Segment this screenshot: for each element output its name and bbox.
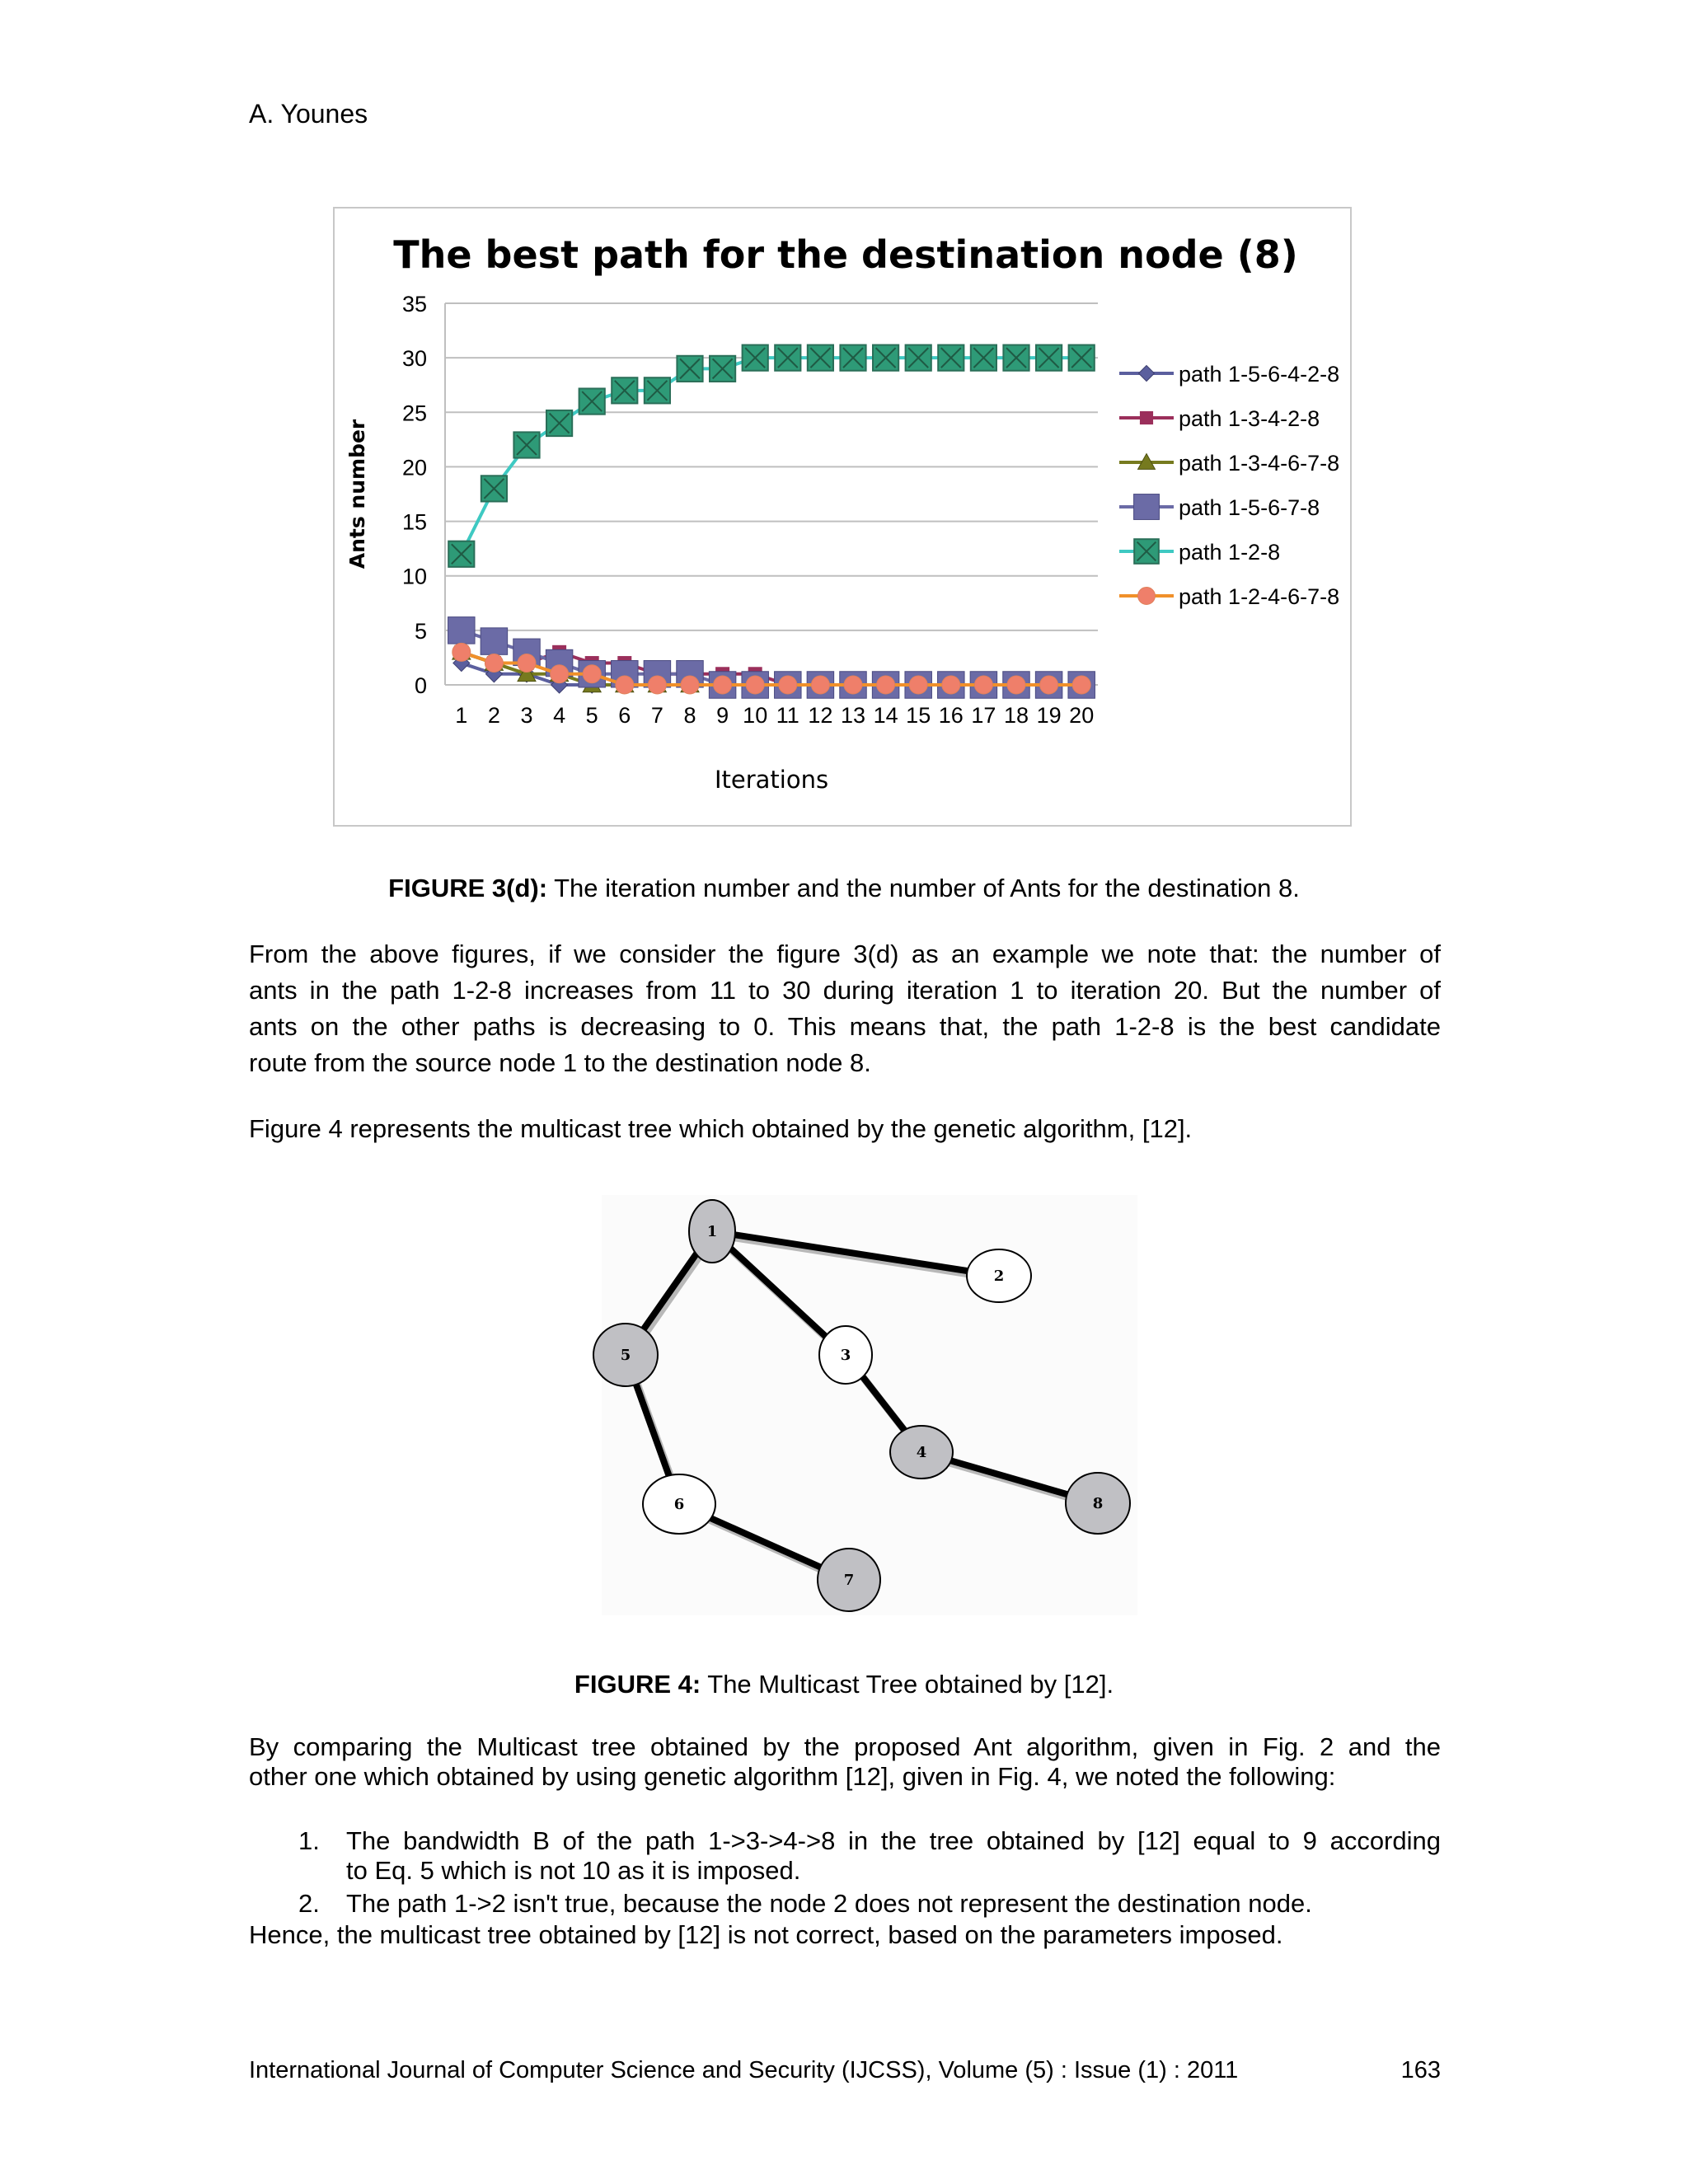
y-tick-label: 15 (401, 509, 427, 535)
legend-label: path 1-5-6-7-8 (1179, 495, 1320, 520)
series-point (448, 617, 476, 644)
legend-label: path 1-2-8 (1179, 540, 1281, 565)
figure-4-caption (0, 1670, 1688, 1699)
tree-node-label: 6 (673, 1496, 685, 1513)
x-tick-label: 14 (873, 703, 898, 728)
list-item-line: The bandwidth B of the path 1->3->4->8 in the tree obtained by [12] equal to 9 according (346, 1826, 1441, 1855)
paragraph-1 (249, 936, 1441, 1081)
x-tick-label: 11 (776, 703, 799, 728)
x-tick-label: 9 (716, 703, 729, 728)
series-point (1040, 676, 1058, 694)
series-point (583, 665, 601, 683)
figure-4-caption-label: FIGURE 4: (574, 1670, 701, 1699)
legend-label: path 1-2-4-6-7-8 (1179, 584, 1340, 609)
series-point (681, 676, 699, 694)
paragraph-2-text: Figure 4 represents the multicast tree which obtained by the genetic algorithm, [12]. (249, 1114, 1193, 1143)
series-point (974, 676, 992, 694)
x-tick-label: 19 (1036, 703, 1062, 728)
figure-3d-caption-text: The iteration number and the number of Ants for the destination 8. (547, 874, 1300, 902)
tree-node-label: 3 (840, 1347, 851, 1364)
series-point (1140, 411, 1153, 424)
x-tick-label: 7 (650, 703, 663, 728)
legend-label: path 1-5-6-4-2-8 (1179, 362, 1340, 387)
tree-node-label: 2 (993, 1268, 1005, 1285)
paragraph-3-line: other one which obtained by using genetic algorithm [12], given in Fig. 4, we noted the following: (249, 1762, 1336, 1791)
series-point (877, 676, 895, 694)
y-axis-label: Ants number (345, 419, 369, 569)
series-point (551, 665, 569, 683)
series-point (714, 676, 732, 694)
y-tick-label: 35 (401, 292, 427, 316)
y-tick-label: 0 (414, 673, 427, 698)
figure-4-caption-text: The Multicast Tree obtained by [12]. (701, 1670, 1114, 1699)
series-point (779, 676, 797, 694)
x-tick-label: 4 (553, 703, 566, 728)
x-tick-label: 8 (683, 703, 696, 728)
series-2 (452, 451, 1339, 692)
x-tick-label: 16 (938, 703, 964, 728)
tree-node-label: 7 (843, 1572, 855, 1589)
x-tick-label: 3 (520, 703, 533, 728)
series-line (462, 358, 1081, 554)
legend-label: path 1-3-4-6-7-8 (1179, 451, 1340, 476)
tree-node-label: 8 (1092, 1495, 1104, 1512)
page-number: 163 (1400, 2057, 1441, 2083)
x-tick-label: 12 (808, 703, 833, 728)
paragraph-4 (249, 1920, 1441, 1950)
x-tick-label: 20 (1069, 703, 1095, 728)
figure-3d-caption-label: FIGURE 3(d): (388, 874, 548, 902)
list-item-number: 2. (298, 1889, 320, 1918)
paragraph-1-line: ants on the other paths is decreasing to 0. This means that, the path 1-2-8 is the best candidate (249, 1012, 1441, 1041)
series-point (1134, 494, 1160, 520)
paragraph-3 (249, 1732, 1441, 1792)
series-point (518, 654, 536, 673)
x-tick-label: 6 (618, 703, 631, 728)
series-point (1072, 676, 1090, 694)
series-4 (448, 345, 1280, 567)
list-item-line: The path 1->2 isn't true, because the node 2 does not represent the destination node. (346, 1889, 1312, 1918)
series-point (452, 643, 471, 661)
journal-footer: International Journal of Computer Science and Security (IJCSS), Volume (5) : Issue (1) : 2011 (249, 2057, 1239, 2083)
x-tick-label: 18 (1003, 703, 1029, 728)
tree-node-label: 4 (916, 1444, 927, 1461)
y-tick-label: 30 (401, 346, 427, 372)
figure-4-multicast-tree (577, 1162, 1154, 1624)
list-item-number: 1. (298, 1826, 320, 1855)
list-item-text (346, 1889, 1441, 1919)
x-tick-label: 13 (840, 703, 866, 728)
paragraph-4-text: Hence, the multicast tree obtained by [12] is not correct, based on the parameters imposed. (249, 1920, 1283, 1949)
paragraph-1-line: From the above figures, if we consider the figure 3(d) as an example we note that: the number of (249, 940, 1441, 968)
x-tick-label: 17 (971, 703, 996, 728)
series-point (485, 654, 503, 673)
tree-node-label: 5 (620, 1347, 631, 1364)
y-tick-label: 5 (414, 618, 427, 644)
x-tick-label: 15 (906, 703, 931, 728)
series-point (942, 676, 960, 694)
series-point (648, 676, 666, 694)
paragraph-2 (249, 1111, 1441, 1147)
paragraph-1-line: ants in the path 1-2-8 increases from 11 to 30 during iteration 1 to iteration 20. But the number of (249, 976, 1441, 1005)
chart-svg (335, 209, 1353, 828)
x-axis-label: Iterations (714, 766, 829, 794)
chart-title: The best path for the destination node (8) (393, 232, 1298, 277)
legend-label: path 1-3-4-2-8 (1179, 406, 1320, 431)
running-head: A. Younes (249, 99, 368, 129)
y-tick-label: 10 (401, 564, 427, 589)
series-point (909, 676, 927, 694)
figure-3d-caption (0, 874, 1688, 903)
series-point (481, 628, 508, 655)
series-point (746, 676, 764, 694)
list-item-text (346, 1826, 1441, 1886)
paragraph-3-line: By comparing the Multicast tree obtained by the proposed Ant algorithm, given in Fig. 2 and the (249, 1732, 1441, 1761)
series-point (1007, 676, 1025, 694)
tree-node-label: 1 (706, 1223, 718, 1240)
list-item-line: to Eq. 5 which is not 10 as it is imposed. (346, 1856, 801, 1885)
series-point (844, 676, 862, 694)
x-tick-label: 2 (487, 703, 500, 728)
series-point (1139, 366, 1155, 382)
paragraph-1-line: route from the source node 1 to the destination node 8. (249, 1048, 871, 1077)
figure-3d-chart (333, 207, 1352, 827)
series-point (616, 676, 634, 694)
x-tick-label: 1 (455, 703, 468, 728)
y-tick-label: 20 (401, 455, 427, 480)
series-point (811, 676, 829, 694)
y-tick-label: 25 (401, 401, 427, 426)
x-tick-label: 5 (585, 703, 598, 728)
series-point (1138, 588, 1156, 605)
x-tick-label: 10 (743, 703, 768, 728)
